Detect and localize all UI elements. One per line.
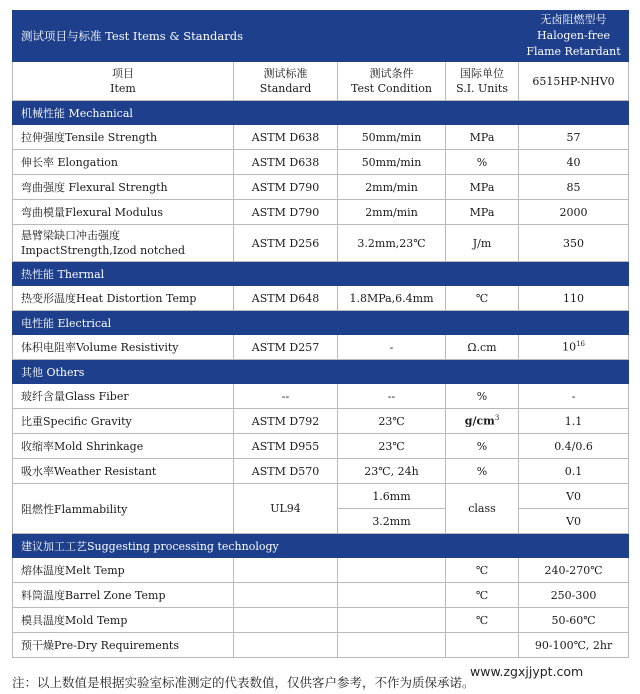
table-row: 伸长率 Elongation ASTM D638 50mm/min % 40 xyxy=(13,150,629,175)
table-row: 玻纤含量Glass Fiber -- -- % - xyxy=(13,384,629,409)
spec-table xyxy=(12,10,629,658)
footnote: 注：以上数值是根据实验室标准测定的代表数值，仅供客户参考，不作为质保承诺。 xyxy=(12,675,475,690)
table-row: 模具温度Mold Temp ℃ 50-60℃ xyxy=(13,608,629,633)
table-title: 测试项目与标准 Test Items & Standards xyxy=(13,11,519,62)
table-header-row xyxy=(13,11,629,62)
table-row: 弯曲强度 Flexural Strength ASTM D790 2mm/min MPa 85 xyxy=(13,175,629,200)
table-row: 比重Specific Gravity ASTM D792 23℃ $g/cm^3$ 1.1 xyxy=(13,409,629,434)
product-type-cn: 无卤阻燃型号 xyxy=(540,13,607,26)
table-row: 收缩率Mold Shrinkage ASTM D955 23℃ % 0.4/0.6 xyxy=(13,434,629,459)
section-processing: 建议加工工艺Suggesting processing technology xyxy=(13,534,629,558)
col-condition: 测试条件 Test Condition xyxy=(338,62,446,101)
table-row: 3.2mm V0 xyxy=(13,509,629,534)
col-standard: 测试标准 Standard xyxy=(234,62,338,101)
table-row: 拉伸强度Tensile Strength ASTM D638 50mm/min MPa 57 xyxy=(13,125,629,150)
table-row: 料筒温度Barrel Zone Temp ℃ 250-300 xyxy=(13,583,629,608)
section-electrical: 电性能 Electrical xyxy=(13,311,629,335)
col-unit: 国际单位 S.I. Units xyxy=(446,62,519,101)
product-type-en1: Halogen-free xyxy=(537,29,611,42)
table-row: 预干燥Pre-Dry Requirements 90-100℃, 2hr xyxy=(13,633,629,658)
watermark: www.zgxjjypt.com xyxy=(470,664,584,679)
col-item: 项目 Item xyxy=(13,62,234,101)
table-row: 阻燃性Flammability UL94 1.6mm class V0 xyxy=(13,484,629,509)
table-row: 熔体温度Melt Temp ℃ 240-270℃ xyxy=(13,558,629,583)
table-row: 热变形温度Heat Distortion Temp ASTM D648 1.8MPa,6.4mm ℃ 110 xyxy=(13,286,629,311)
table-row: 弯曲模量Flexural Modulus ASTM D790 2mm/min MPa 2000 xyxy=(13,200,629,225)
col-grade: 6515HP-NHV0 xyxy=(519,62,629,101)
product-type-header xyxy=(519,11,629,62)
product-type-en2: Flame Retardant xyxy=(526,45,621,58)
section-others: 其他 Others xyxy=(13,360,629,384)
table-row: 体积电阻率Volume Resistivity ASTM D257 - Ω.cm $10^{16}$ xyxy=(13,335,629,360)
section-mechanical: 机械性能 Mechanical xyxy=(13,101,629,125)
section-thermal: 热性能 Thermal xyxy=(13,262,629,286)
table-row: 悬臂梁缺口冲击强度 ImpactStrength,Izod notched ASTM D256 3.2mm,23℃ J/m 350 xyxy=(13,225,629,262)
column-header-row xyxy=(13,62,629,101)
table-row: 吸水率Weather Resistant ASTM D570 23℃, 24h % 0.1 xyxy=(13,459,629,484)
